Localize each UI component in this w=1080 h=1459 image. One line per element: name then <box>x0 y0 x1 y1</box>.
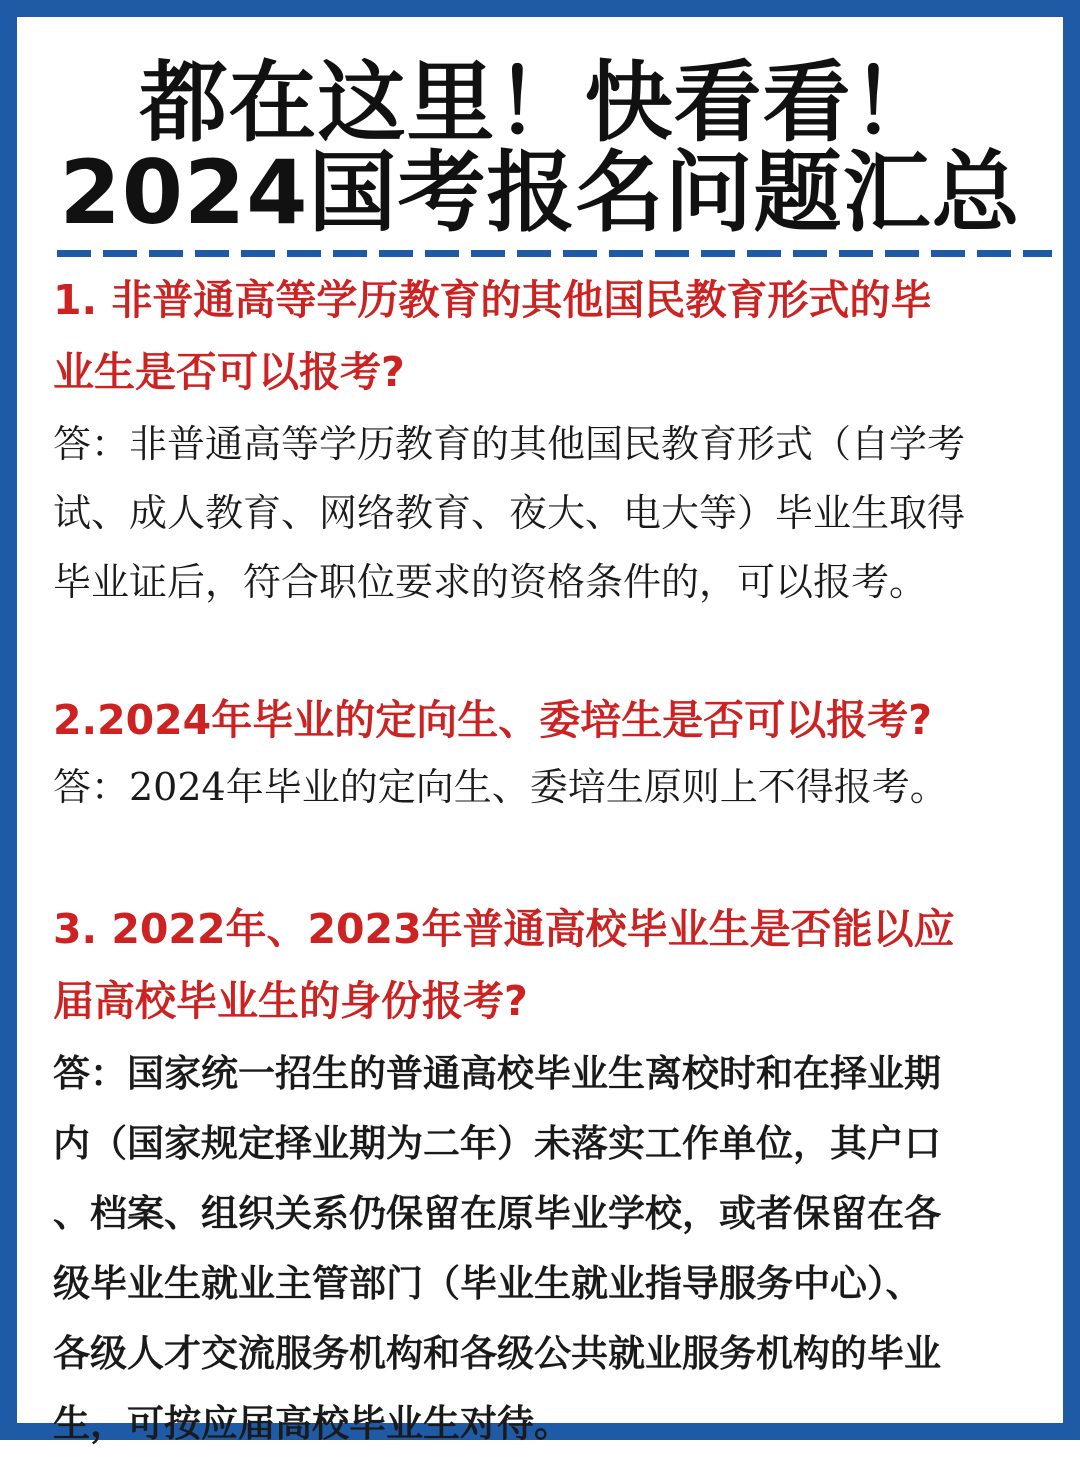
question-2: 2.2024年毕业的定向生、委培生是否可以报考? <box>53 696 932 744</box>
title-line-1: 都在这里！快看看！ <box>139 51 941 154</box>
answer-2: 答：2024年毕业的定向生、委培生原则上不得报考。 <box>53 765 948 809</box>
answer-3: 答：国家统一招生的普通高校毕业生离校时和在择业期 内（国家规定择业期为二年）未落实工作单位，其户口 、档案、组织关系仍保留在原毕业学校，或者保留在各 级毕业生就业主管部门（毕业生就业指导服务中心）、 各级人才交流服务机构和各级公共就业服务机构的毕业 生，可按应届高校毕业生对待。 <box>53 1052 941 1445</box>
question-3: 3. 2022年、2023年普通高校毕业生是否能以应 届高校毕业生的身份报考? <box>53 905 955 1025</box>
title-line-2: 2024国考报名问题汇总 <box>59 141 1021 244</box>
dashed-divider <box>57 250 1052 257</box>
question-1: 1. 非普通高等学历教育的其他国民教育形式的毕 业生是否可以报考? <box>53 276 932 396</box>
answer-1: 答：非普通高等学历教育的其他国民教育形式（自学考 试、成人教育、网络教育、夜大、电大等）毕业生取得 毕业证后，符合职位要求的资格条件的，可以报考。 <box>53 422 966 604</box>
